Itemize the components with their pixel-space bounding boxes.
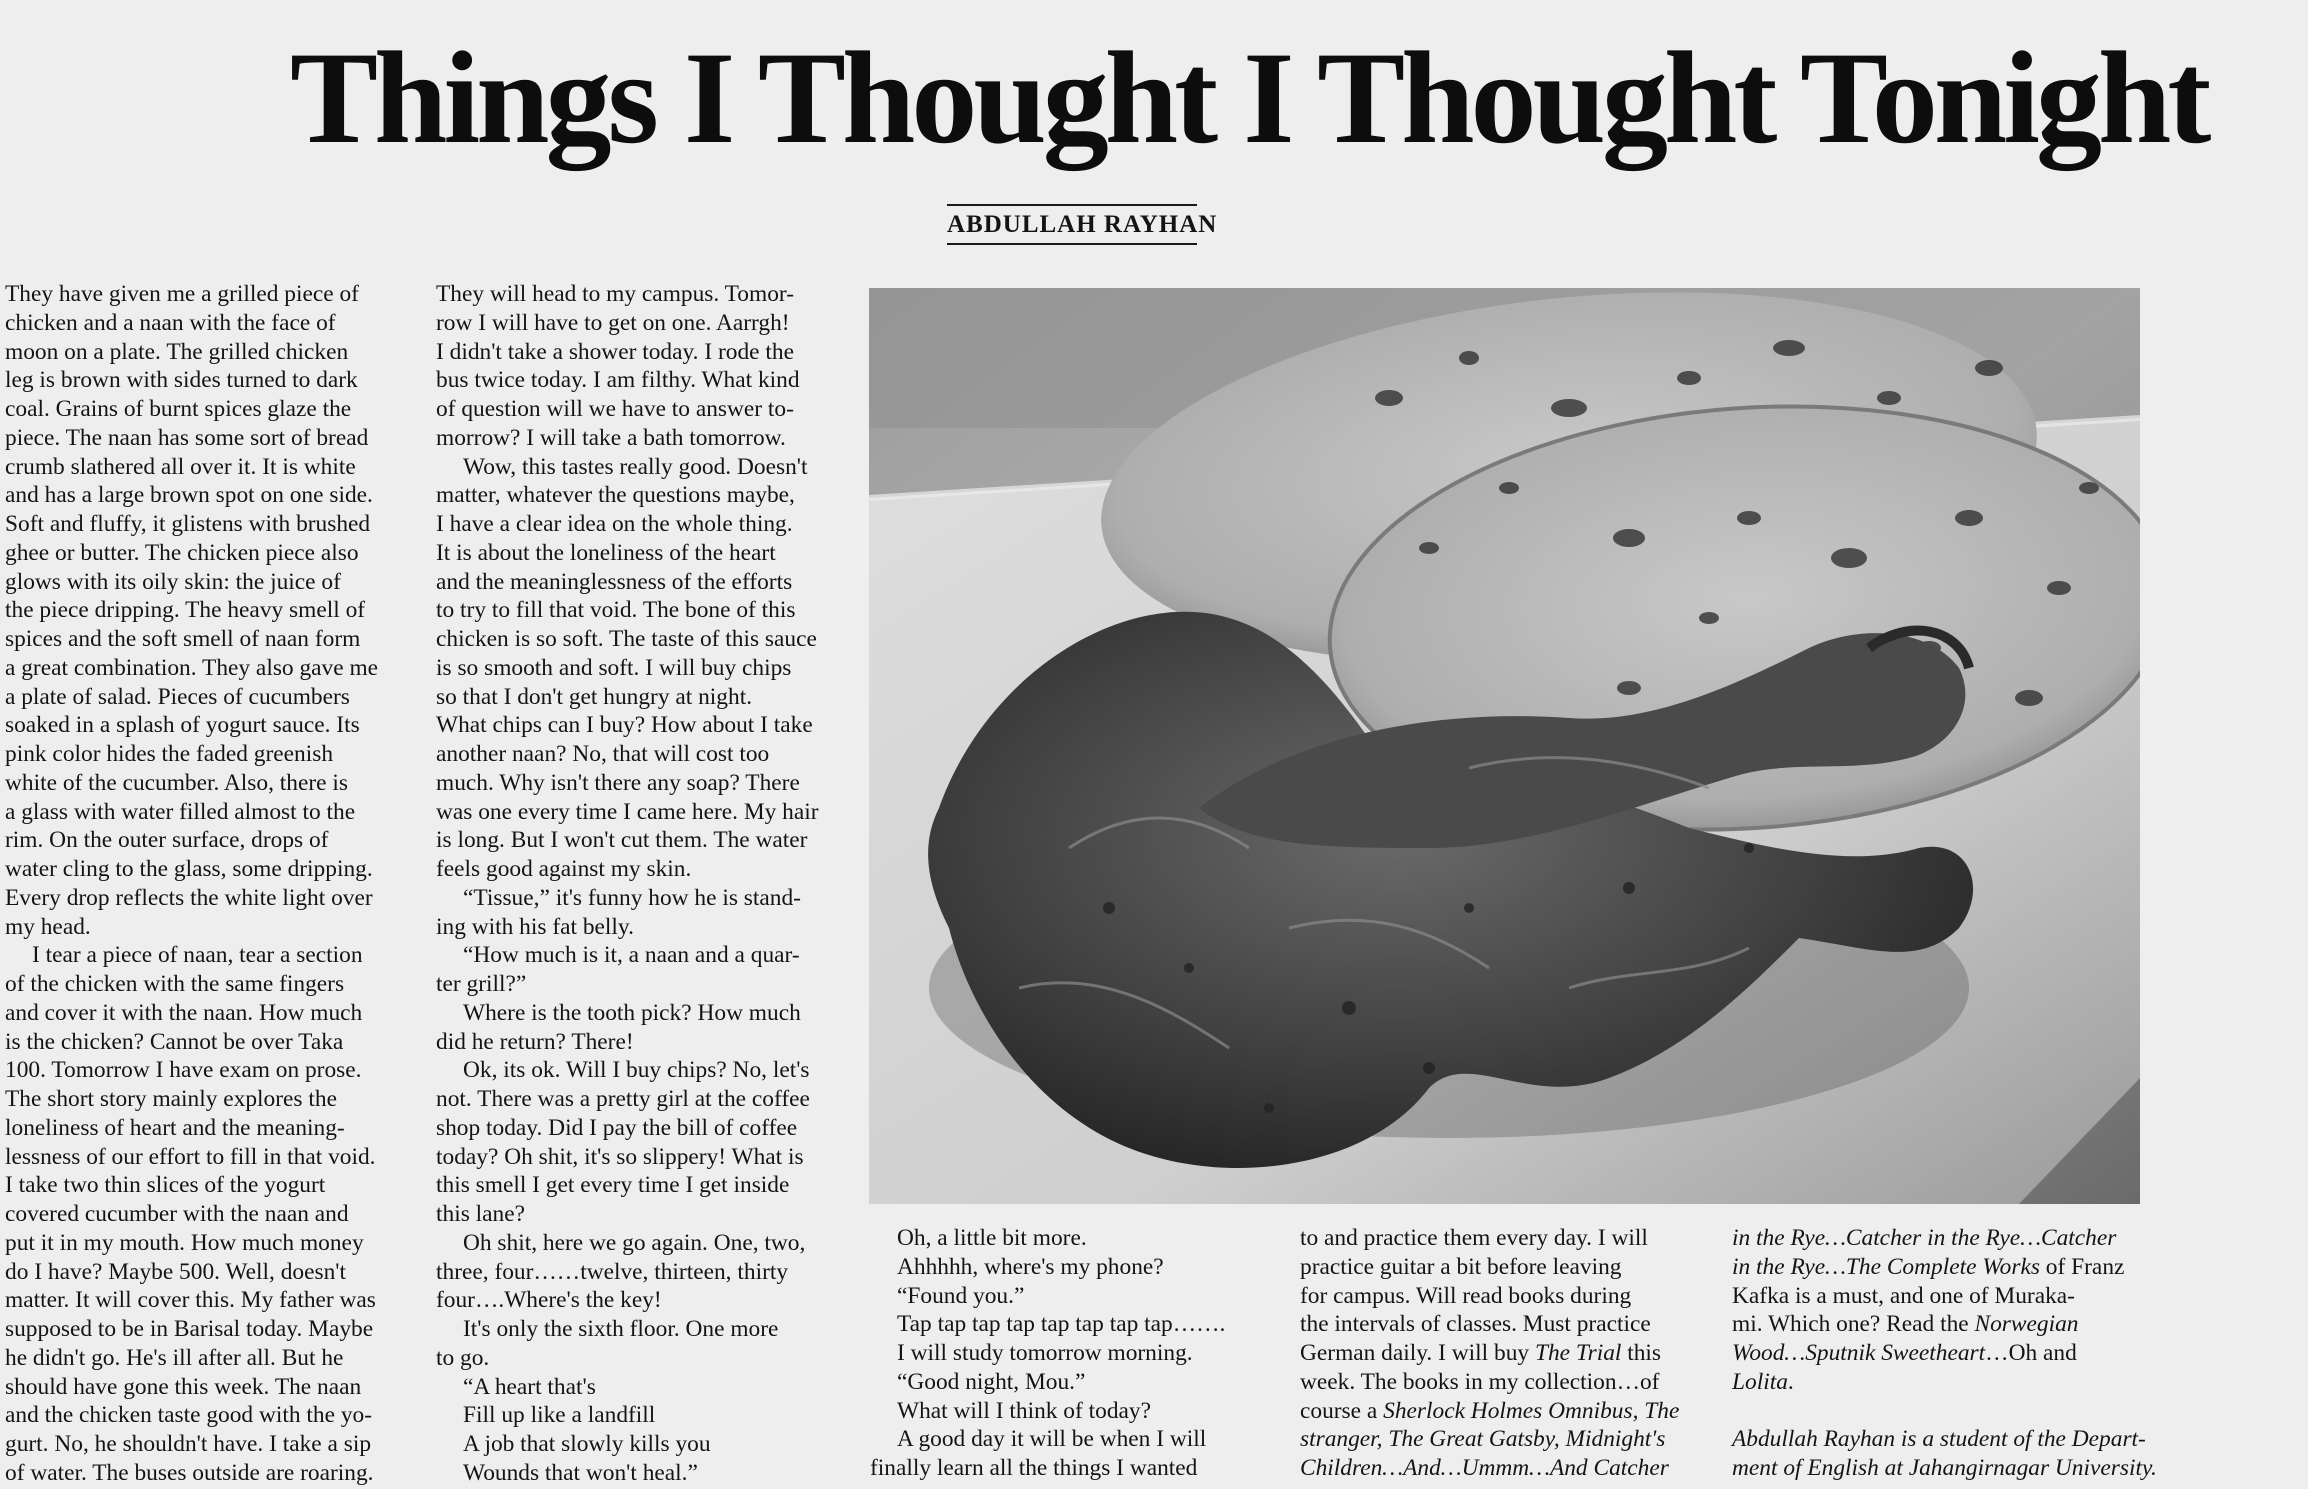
text-line: Soft and fluffy, it glistens with brushed [5, 511, 371, 537]
text-line: the intervals of classes. Must practice [1300, 1311, 1651, 1338]
text-line: I will study tomorrow morning. [897, 1340, 1193, 1366]
text-line: Wow, this tastes really good. Doesn't [463, 453, 808, 480]
headline: Things I Thought I Thought Tonight [290, 24, 2208, 171]
book-title: stranger, The Great Gatsby, Midnight's [1300, 1426, 1666, 1453]
text-line: was one every time I came here. My hair [436, 798, 819, 825]
text-line: white of the cucumber. Also, there is [5, 769, 348, 796]
text-line: is so smooth and soft. I will buy chips [436, 654, 792, 681]
text-line: I have a clear idea on the whole thing. [436, 511, 793, 537]
text-line [1732, 1339, 2142, 1368]
text-line: he didn't go. He's ill after all. But he [5, 1344, 344, 1371]
text-line: A job that slowly kills you [463, 1431, 711, 1457]
text-run: . [1787, 1368, 1794, 1395]
article-photo [869, 288, 2140, 1204]
text-line: glows with its oily skin: the juice of [5, 568, 341, 595]
text-line: I tear a piece of naan, tear a section [32, 942, 363, 969]
text-line: to and practice them every day. I will [1300, 1225, 1648, 1251]
text-line: this smell I get every time I get inside [436, 1172, 790, 1199]
text-line: shop today. Did I pay the bill of coffee [436, 1114, 798, 1141]
book-title: Sherlock Holmes Omnibus, The [1383, 1397, 1680, 1424]
photo-chicken-naan [869, 288, 2140, 1204]
text-line: and the meaninglessness of the efforts [436, 568, 793, 595]
text-line: a great combination. They also gave me [5, 654, 379, 681]
book-title: Children…And…Ummm…And Catcher [1300, 1455, 1669, 1481]
text-line: I take two thin slices of the yogurt [5, 1172, 326, 1199]
text-line: covered cucumber with the naan and [5, 1201, 349, 1227]
text-run: this [1621, 1340, 1662, 1366]
book-title: in the Rye…The Complete Works [1732, 1253, 2040, 1280]
text-line: Fill up like a landfill [463, 1402, 656, 1429]
author-note-line: ment of English at Jahangirnagar University. [1732, 1455, 2157, 1481]
text-line: feels good against my skin. [436, 856, 692, 882]
text-line: soaked in a splash of yogurt sauce. Its [5, 712, 360, 739]
text-line: loneliness of heart and the meaning- [5, 1114, 345, 1141]
text-line [1300, 1454, 1710, 1483]
text-line: so that I don't get hungry at night. [436, 683, 753, 710]
text-line: piece. The naan has some sort of bread [5, 424, 369, 451]
text-line: It is about the loneliness of the heart [436, 539, 776, 566]
text-line: Wounds that won't heal.” [463, 1459, 698, 1486]
text-line: What chips can I buy? How about I take [436, 712, 813, 739]
text-line [1300, 1397, 1710, 1426]
text-run: German daily. I will buy [1300, 1340, 1535, 1366]
text-line: for campus. Will read books during [1300, 1282, 1632, 1309]
byline-rule [947, 204, 1218, 245]
text-line: much. Why isn't there any soap? There [436, 769, 800, 796]
article-column-1 [5, 280, 425, 1488]
text-line: A good day it will be when I will [897, 1426, 1207, 1453]
spacer [1732, 1397, 2142, 1426]
text-line: ter grill?” [436, 971, 527, 997]
text-line: “Good night, Mou.” [897, 1368, 1086, 1395]
text-line: chicken and a naan with the face of [5, 309, 336, 336]
text-line [1732, 1253, 2142, 1282]
text-line: week. The books in my collection…of [1300, 1368, 1660, 1395]
text-line: did he return? There! [436, 1028, 634, 1055]
text-line: Kafka is a must, and one of Muraka- [1732, 1282, 2075, 1309]
text-line: morrow? I will take a bath tomorrow. [436, 424, 786, 451]
text-line: pink color hides the faded greenish [5, 741, 334, 767]
text-line [1732, 1310, 2142, 1339]
book-title: Lolita [1732, 1368, 1788, 1395]
text-line: another naan? No, that will cost too [436, 741, 770, 767]
text-line: chicken is so soft. The taste of this sauce [436, 626, 817, 652]
article-column-4 [1300, 1224, 1710, 1483]
text-line: to go. [436, 1344, 490, 1371]
text-line: is the chicken? Cannot be over Taka [5, 1028, 344, 1055]
author-note [1732, 1454, 2157, 1483]
author-note-line: Abdullah Rayhan is a student of the Depart- [1732, 1426, 2146, 1453]
book-title: in the Rye…Catcher in the Rye…Catcher [1732, 1225, 2117, 1251]
text-line: Oh shit, here we go again. One, two, [463, 1229, 806, 1256]
text-line: my head. [5, 913, 91, 940]
text-line [1732, 1368, 2142, 1397]
text-run: course a [1300, 1397, 1384, 1424]
text-line: What will I think of today? [897, 1397, 1151, 1424]
text-line: moon on a plate. The grilled chicken [5, 338, 349, 365]
author-note [1732, 1425, 2146, 1454]
text-line: finally learn all the things I wanted [870, 1455, 1198, 1481]
text-line: and has a large brown spot on one side. [5, 482, 373, 509]
text-line: of question will we have to answer to- [436, 396, 794, 422]
article-column-2 [436, 280, 856, 1488]
text-line: a glass with water filled almost to the [5, 798, 356, 825]
text-line: of water. The buses outside are roaring. [5, 1459, 374, 1486]
byline: ABDULLAH RAYHAN [947, 211, 1218, 238]
text-line: not. There was a pretty girl at the coffee [436, 1086, 810, 1112]
text-line: of the chicken with the same fingers [5, 971, 345, 997]
text-line: Tap tap tap tap tap tap tap tap……. [897, 1311, 1226, 1338]
text-line: lessness of our effort to fill in that void. [5, 1143, 376, 1170]
text-line: The short story mainly explores the [5, 1086, 337, 1112]
text-line: do I have? Maybe 500. Well, doesn't [5, 1258, 346, 1285]
text-line: should have gone this week. The naan [5, 1373, 362, 1400]
text-line: “A heart that's [463, 1373, 596, 1400]
text-line [1732, 1224, 2142, 1253]
text-line: is long. But I won't cut them. The water [436, 827, 808, 854]
text-run: mi. Which one? Read the [1732, 1311, 1975, 1338]
book-title: Norwegian [1974, 1311, 2079, 1338]
text-line: four….Where's the key! [436, 1287, 662, 1314]
article-column-3 [870, 1224, 1280, 1483]
text-line: bus twice today. I am filthy. What kind [436, 367, 800, 394]
text-line: matter. It will cover this. My father was [5, 1287, 376, 1314]
text-line: “Tissue,” it's funny how he is stand- [463, 884, 801, 911]
text-line: to try to fill that void. The bone of this [436, 597, 796, 624]
text-line: leg is brown with sides turned to dark [5, 367, 358, 394]
text-line: Oh, a little bit more. [897, 1225, 1087, 1251]
text-line: a plate of salad. Pieces of cucumbers [5, 683, 350, 710]
text-line: Ok, its ok. Will I buy chips? No, let's [463, 1057, 810, 1084]
text-line: Where is the tooth pick? How much [463, 999, 801, 1026]
text-line: “Found you.” [897, 1282, 1025, 1309]
text-line: and the chicken taste good with the yo- [5, 1402, 372, 1429]
text-line: It's only the sixth floor. One more [463, 1316, 779, 1342]
text-line: gurt. No, he shouldn't have. I take a sip [5, 1431, 372, 1457]
text-run: …Oh and [1985, 1340, 2077, 1366]
text-line: I didn't take a shower today. I rode the [436, 338, 794, 365]
text-line [1300, 1339, 1710, 1368]
text-line: water cling to the glass, some dripping. [5, 856, 373, 882]
text-line: ing with his fat belly. [436, 913, 634, 940]
text-line: “How much is it, a naan and a quar- [463, 942, 800, 969]
text-line: Ahhhhh, where's my phone? [897, 1253, 1164, 1280]
text-line: 100. Tomorrow I have exam on prose. [5, 1057, 362, 1084]
text-line: crumb slathered all over it. It is white [5, 453, 356, 480]
text-line: and cover it with the naan. How much [5, 999, 363, 1026]
text-line: Every drop reflects the white light over [5, 884, 373, 911]
text-line: row I will have to get on one. Aarrgh! [436, 309, 790, 336]
text-line: this lane? [436, 1201, 525, 1227]
text-line: ghee or butter. The chicken piece also [5, 539, 359, 566]
text-line: They have given me a grilled piece of [5, 281, 359, 307]
book-title: The Trial [1534, 1340, 1622, 1366]
text-line: three, four……twelve, thirteen, thirty [436, 1258, 789, 1285]
text-line: supposed to be in Barisal today. Maybe [5, 1316, 374, 1342]
text-line: spices and the soft smell of naan form [5, 626, 361, 652]
text-line: the piece dripping. The heavy smell of [5, 597, 366, 624]
text-line [1300, 1425, 1710, 1454]
article-column-5 [1732, 1224, 2157, 1483]
text-line: They will head to my campus. Tomor- [436, 281, 794, 307]
text-line: today? Oh shit, it's so slippery! What is [436, 1143, 804, 1170]
text-line: matter, whatever the questions maybe, [436, 482, 795, 509]
text-line: put it in my mouth. How much money [5, 1229, 364, 1256]
text-line: practice guitar a bit before leaving [1300, 1253, 1622, 1280]
text-run: of Franz [2039, 1253, 2125, 1280]
text-line: coal. Grains of burnt spices glaze the [5, 396, 352, 422]
book-title: Wood…Sputnik Sweetheart [1732, 1340, 1986, 1366]
text-line: rim. On the outer surface, drops of [5, 827, 329, 854]
